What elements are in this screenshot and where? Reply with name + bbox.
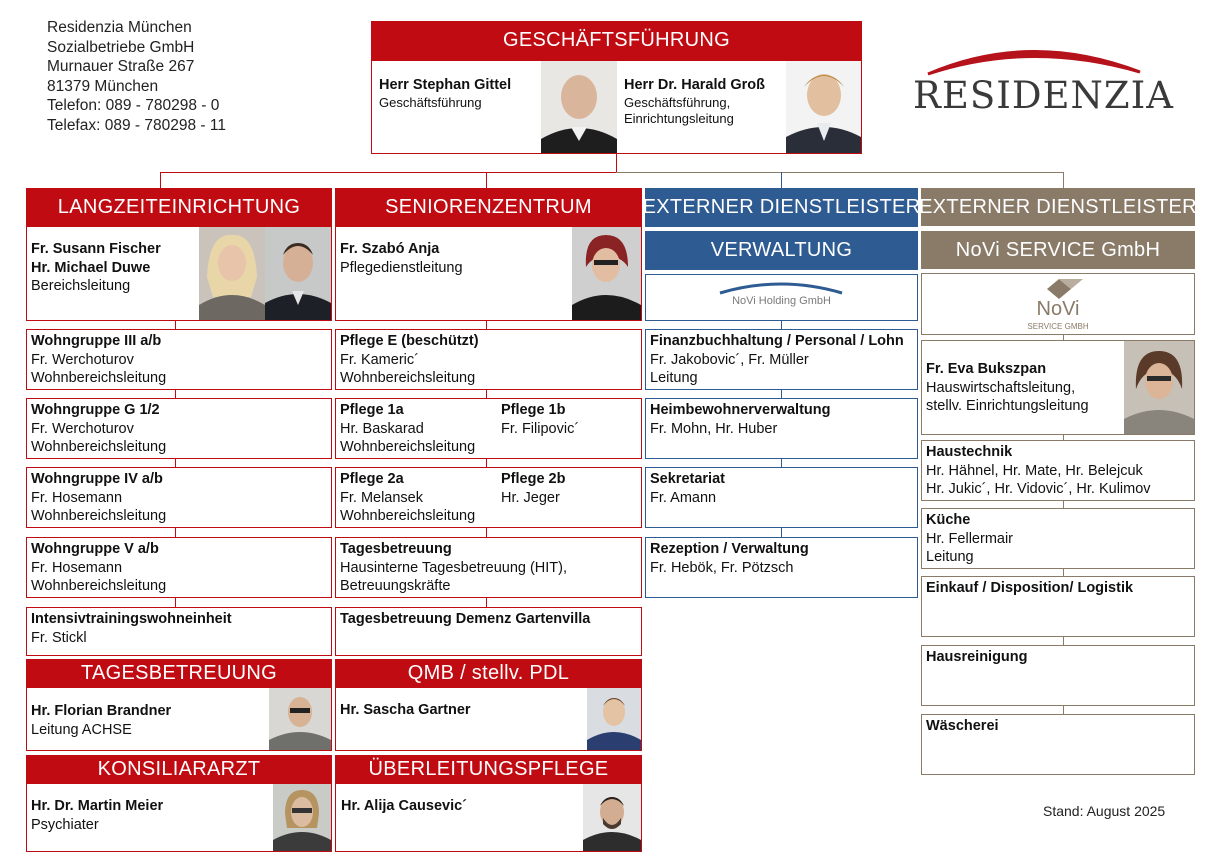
unit-title: Wohngruppe G 1/2	[31, 402, 160, 418]
extern-verwaltung-header: EXTERNER DIENSTLEISTER	[645, 188, 918, 227]
manager-role: Einrichtungsleitung	[624, 110, 734, 126]
unit-title: Pflege 2b	[501, 471, 566, 487]
holding-logo-text: NoVi Holding GmbH	[732, 295, 831, 307]
unit-line: Fr. Mohn, Hr. Huber	[650, 420, 778, 437]
unit-title: Hausreinigung	[926, 649, 1028, 665]
lead-role: Pflegedienstleitung	[340, 259, 463, 276]
unit-box	[645, 537, 918, 598]
unit-box	[26, 467, 332, 528]
novi-service-header: NoVi SERVICE GmbH	[921, 231, 1195, 269]
unit-box	[26, 537, 332, 598]
unit-line: Hr. Fellermair	[926, 530, 1014, 547]
connector-line	[486, 172, 487, 188]
lead-name: Fr. Szabó Anja	[340, 241, 440, 257]
portrait-photo	[572, 227, 641, 320]
unit-title: Tagesbetreuung Demenz Gartenvilla	[340, 611, 591, 627]
service-logo-text: NoVi	[1036, 298, 1080, 320]
company-address	[47, 18, 226, 136]
portrait-photo	[269, 688, 331, 750]
unit-box	[645, 467, 918, 528]
verwaltung-header: VERWALTUNG	[645, 231, 918, 270]
unit-box	[645, 329, 918, 390]
person-name: Hr. Florian Brandner	[31, 703, 172, 719]
unit-line: Wohnbereichsleitung	[31, 508, 167, 524]
unit-line: Fr. Jakobovic´, Fr. Müller	[650, 351, 809, 368]
unit-title: Rezeption / Verwaltung	[650, 541, 809, 557]
portrait-photo	[587, 688, 641, 750]
portrait-photo	[199, 227, 265, 320]
unit-box	[26, 607, 332, 656]
person-role: Leitung ACHSE	[31, 721, 132, 738]
unit-title: Küche	[926, 512, 971, 528]
unit-line: Fr. Amann	[650, 489, 717, 506]
connector-line	[781, 172, 782, 188]
unit-title: Intensivtrainingswohneinheit	[31, 611, 232, 627]
connector-line	[616, 172, 1063, 173]
address-line: Telefax: 089 - 780298 - 11	[47, 116, 226, 134]
ueberleitung-header: ÜBERLEITUNGSPFLEGE	[335, 755, 642, 783]
holding-arc-icon	[718, 279, 844, 295]
seniorenzentrum-header: SENIORENZENTRUM	[335, 188, 642, 226]
lead-role: Bereichsleitung	[31, 278, 131, 294]
unit-line: Fr. Hosemann	[31, 489, 123, 506]
extern-service-header: EXTERNER DIENSTLEISTER	[921, 188, 1195, 226]
unit-box	[921, 508, 1195, 569]
residenzia-logo	[910, 38, 1174, 120]
connector-line	[160, 172, 616, 173]
management-header: GESCHÄFTSFÜHRUNG	[371, 21, 862, 60]
portrait-photo	[583, 784, 641, 851]
unit-line: Fr. Stickl	[31, 629, 87, 646]
unit-box	[335, 398, 642, 459]
unit-line: Fr. Filipovic´	[501, 420, 580, 437]
unit-line: Wohnbereichsleitung	[340, 439, 476, 455]
person-role: Psychiater	[31, 816, 99, 833]
portrait-photo	[273, 784, 331, 851]
unit-line: Fr. Kameric´	[340, 351, 419, 368]
manager-name: Herr Dr. Harald Groß	[624, 77, 766, 93]
unit-line: Fr. Werchoturov	[31, 351, 134, 368]
unit-title: Sekretariat	[650, 471, 725, 487]
logo-text: RESIDENZIA	[913, 74, 1174, 117]
unit-title: Finanzbuchhaltung / Personal / Lohn	[650, 333, 904, 349]
konsiliar-header: KONSILIARARZT	[26, 755, 332, 783]
unit-line: Leitung	[926, 549, 974, 565]
person-name: Hr. Alija Causevic´	[341, 798, 467, 814]
connector-line	[1063, 172, 1064, 188]
unit-title: Wäscherei	[926, 718, 999, 734]
unit-line: Wohnbereichsleitung	[31, 578, 167, 594]
unit-box	[921, 714, 1195, 775]
person-name: Hr. Sascha Gartner	[340, 702, 471, 718]
qmb-header: QMB / stellv. PDL	[335, 659, 642, 687]
unit-box	[335, 329, 642, 390]
lead-role: stellv. Einrichtungsleitung	[926, 398, 1089, 414]
unit-title: Tagesbetreuung	[340, 541, 452, 557]
address-line: Sozialbetriebe GmbH	[47, 38, 195, 56]
portrait-photo	[1124, 341, 1194, 434]
tagesbetreuung-header: TAGESBETREUUNG	[26, 659, 332, 687]
unit-title: Heimbewohnerverwaltung	[650, 402, 831, 418]
unit-title: Wohngruppe III a/b	[31, 333, 162, 349]
unit-title: Einkauf / Disposition/ Logistik	[926, 580, 1134, 596]
lead-name: Fr. Susann Fischer	[31, 241, 161, 257]
unit-line: Fr. Hebök, Fr. Pötzsch	[650, 559, 794, 576]
unit-box	[26, 329, 332, 390]
address-line: 81379 München	[47, 77, 159, 95]
address-line: Residenzia München	[47, 19, 192, 36]
unit-box	[921, 440, 1195, 501]
unit-title: Wohngruppe V a/b	[31, 541, 159, 557]
unit-title: Pflege 1a	[340, 402, 404, 418]
lead-name: Hr. Michael Duwe	[31, 259, 151, 276]
unit-box	[645, 398, 918, 459]
unit-line: Wohnbereichsleitung	[340, 508, 476, 524]
stand-date: Stand: August 2025	[1043, 803, 1166, 819]
manager-role: Geschäftsführung,	[624, 94, 731, 110]
unit-title: Haustechnik	[926, 444, 1013, 460]
unit-box	[921, 645, 1195, 706]
unit-line: Betreuungskräfte	[340, 578, 451, 594]
unit-line: Hausinterne Tagesbetreuung (HIT),	[340, 559, 568, 576]
connector-line	[616, 153, 617, 173]
service-logo-subtext: SERVICE GMBH	[1027, 322, 1089, 331]
address-line: Telefon: 089 - 780298 - 0	[47, 97, 220, 115]
unit-line: Leitung	[650, 370, 698, 386]
unit-line: Wohnbereichsleitung	[340, 370, 476, 386]
unit-line: Hr. Hähnel, Hr. Mate, Hr. Belejcuk	[926, 462, 1143, 479]
unit-line: Fr. Werchoturov	[31, 420, 134, 437]
unit-title: Wohngruppe IV a/b	[31, 471, 163, 487]
lead-role: Hauswirtschaftsleitung,	[926, 379, 1076, 396]
unit-line: Fr. Hosemann	[31, 559, 123, 576]
unit-title: Pflege 2a	[340, 471, 404, 487]
unit-line: Hr. Jeger	[501, 489, 560, 506]
unit-box	[921, 576, 1195, 637]
manager-name: Herr Stephan Gittel	[379, 77, 512, 93]
portrait-photo	[541, 61, 617, 153]
unit-box	[335, 607, 642, 656]
novi-service-logo-box	[921, 273, 1195, 335]
unit-line: Hr. Jukic´, Hr. Vidovic´, Hr. Kulimov	[926, 481, 1151, 497]
unit-line: Hr. Baskarad	[340, 420, 424, 437]
lead-name: Fr. Eva Bukszpan	[926, 361, 1047, 377]
unit-box	[335, 537, 642, 598]
unit-box	[335, 467, 642, 528]
manager-role: Geschäftsführung	[379, 94, 482, 110]
unit-title: Pflege E (beschützt)	[340, 333, 479, 349]
unit-box	[26, 398, 332, 459]
person-name: Hr. Dr. Martin Meier	[31, 798, 164, 814]
unit-line: Wohnbereichsleitung	[31, 439, 167, 455]
portrait-photo	[265, 227, 331, 320]
portrait-photo	[786, 61, 861, 153]
unit-title: Pflege 1b	[501, 402, 566, 418]
address-line: Murnauer Straße 267	[47, 58, 195, 76]
unit-line: Wohnbereichsleitung	[31, 370, 167, 386]
unit-line: Fr. Melansek	[340, 489, 423, 506]
connector-line	[160, 172, 161, 188]
novi-holding-logo-box	[645, 274, 918, 321]
langzeit-header: LANGZEITEINRICHTUNG	[26, 188, 332, 226]
